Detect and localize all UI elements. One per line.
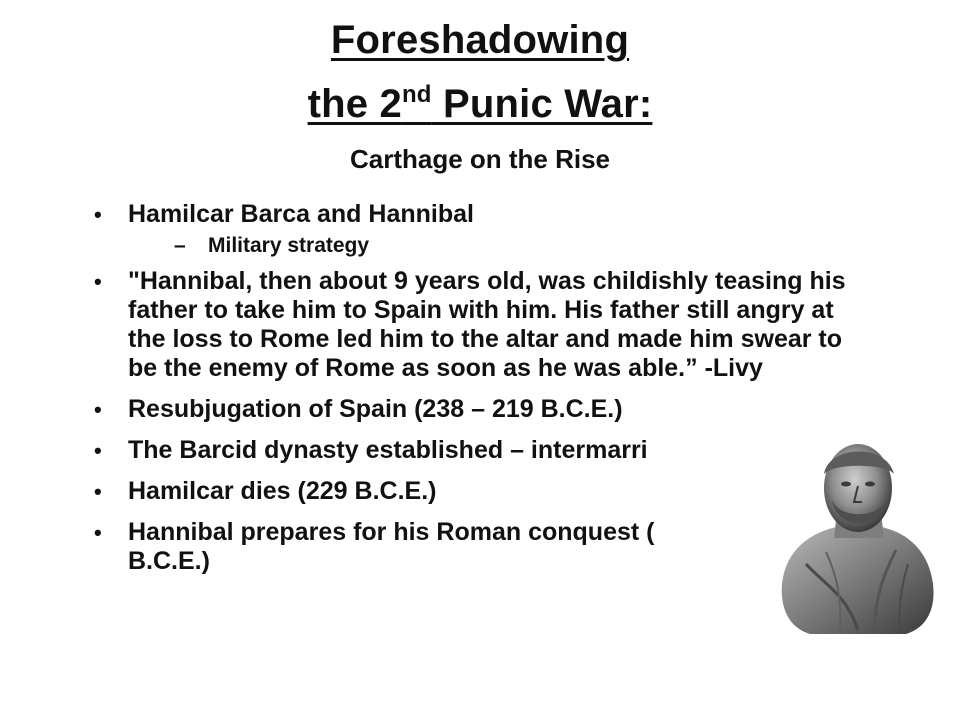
bullet-text: "Hannibal, then about 9 years old, was childishly teasing his father to take him to Spain with him. His father still angry at the loss to Rome led him to the altar and made him swear to be the enemy of Rome as soon as he was able.” -Livy: [128, 267, 846, 382]
bullet-text: Resubjugation of Spain (238 – 219 B.C.E.): [128, 395, 623, 423]
slide-title-line1: Foreshadowing: [330, 18, 630, 62]
bullet-dot-icon: •: [94, 202, 102, 227]
bullet-list: [90, 200, 870, 576]
title-block: [0, 14, 960, 176]
bullet-dot-icon: •: [94, 479, 102, 504]
bullet-dot-icon: •: [94, 269, 102, 294]
slide-subtitle: Carthage on the Rise: [349, 144, 611, 174]
title-line2-prefix: the 2: [307, 82, 402, 126]
bullet-item: [90, 267, 870, 383]
bullet-dot-icon: •: [94, 397, 102, 422]
slide-title-line2: [0, 78, 960, 130]
bullet-dot-icon: •: [94, 438, 102, 463]
bullet-item: [90, 200, 870, 261]
bullet-text-continued: B.C.E.): [128, 547, 210, 575]
bullet-text: Hannibal prepares for his Roman conquest (: [128, 518, 655, 546]
sub-bullet-text: Military strategy: [208, 234, 370, 257]
title-superscript: nd: [401, 81, 432, 108]
bullet-item: [90, 518, 870, 576]
bullet-text: The Barcid dynasty established – intermarri: [128, 436, 648, 464]
marble-bust-icon: [776, 434, 938, 638]
sub-bullet-item: [128, 231, 870, 261]
title-line2-suffix: Punic War:: [431, 82, 653, 126]
bullet-item: [90, 436, 870, 465]
dash-icon: –: [174, 234, 186, 257]
bullet-text: Hamilcar Barca and Hannibal: [128, 200, 474, 228]
bullet-dot-icon: •: [94, 520, 102, 545]
bullet-text: Hamilcar dies (229 B.C.E.): [128, 477, 437, 505]
bullet-item: [90, 477, 870, 506]
bullet-item: [90, 395, 870, 424]
